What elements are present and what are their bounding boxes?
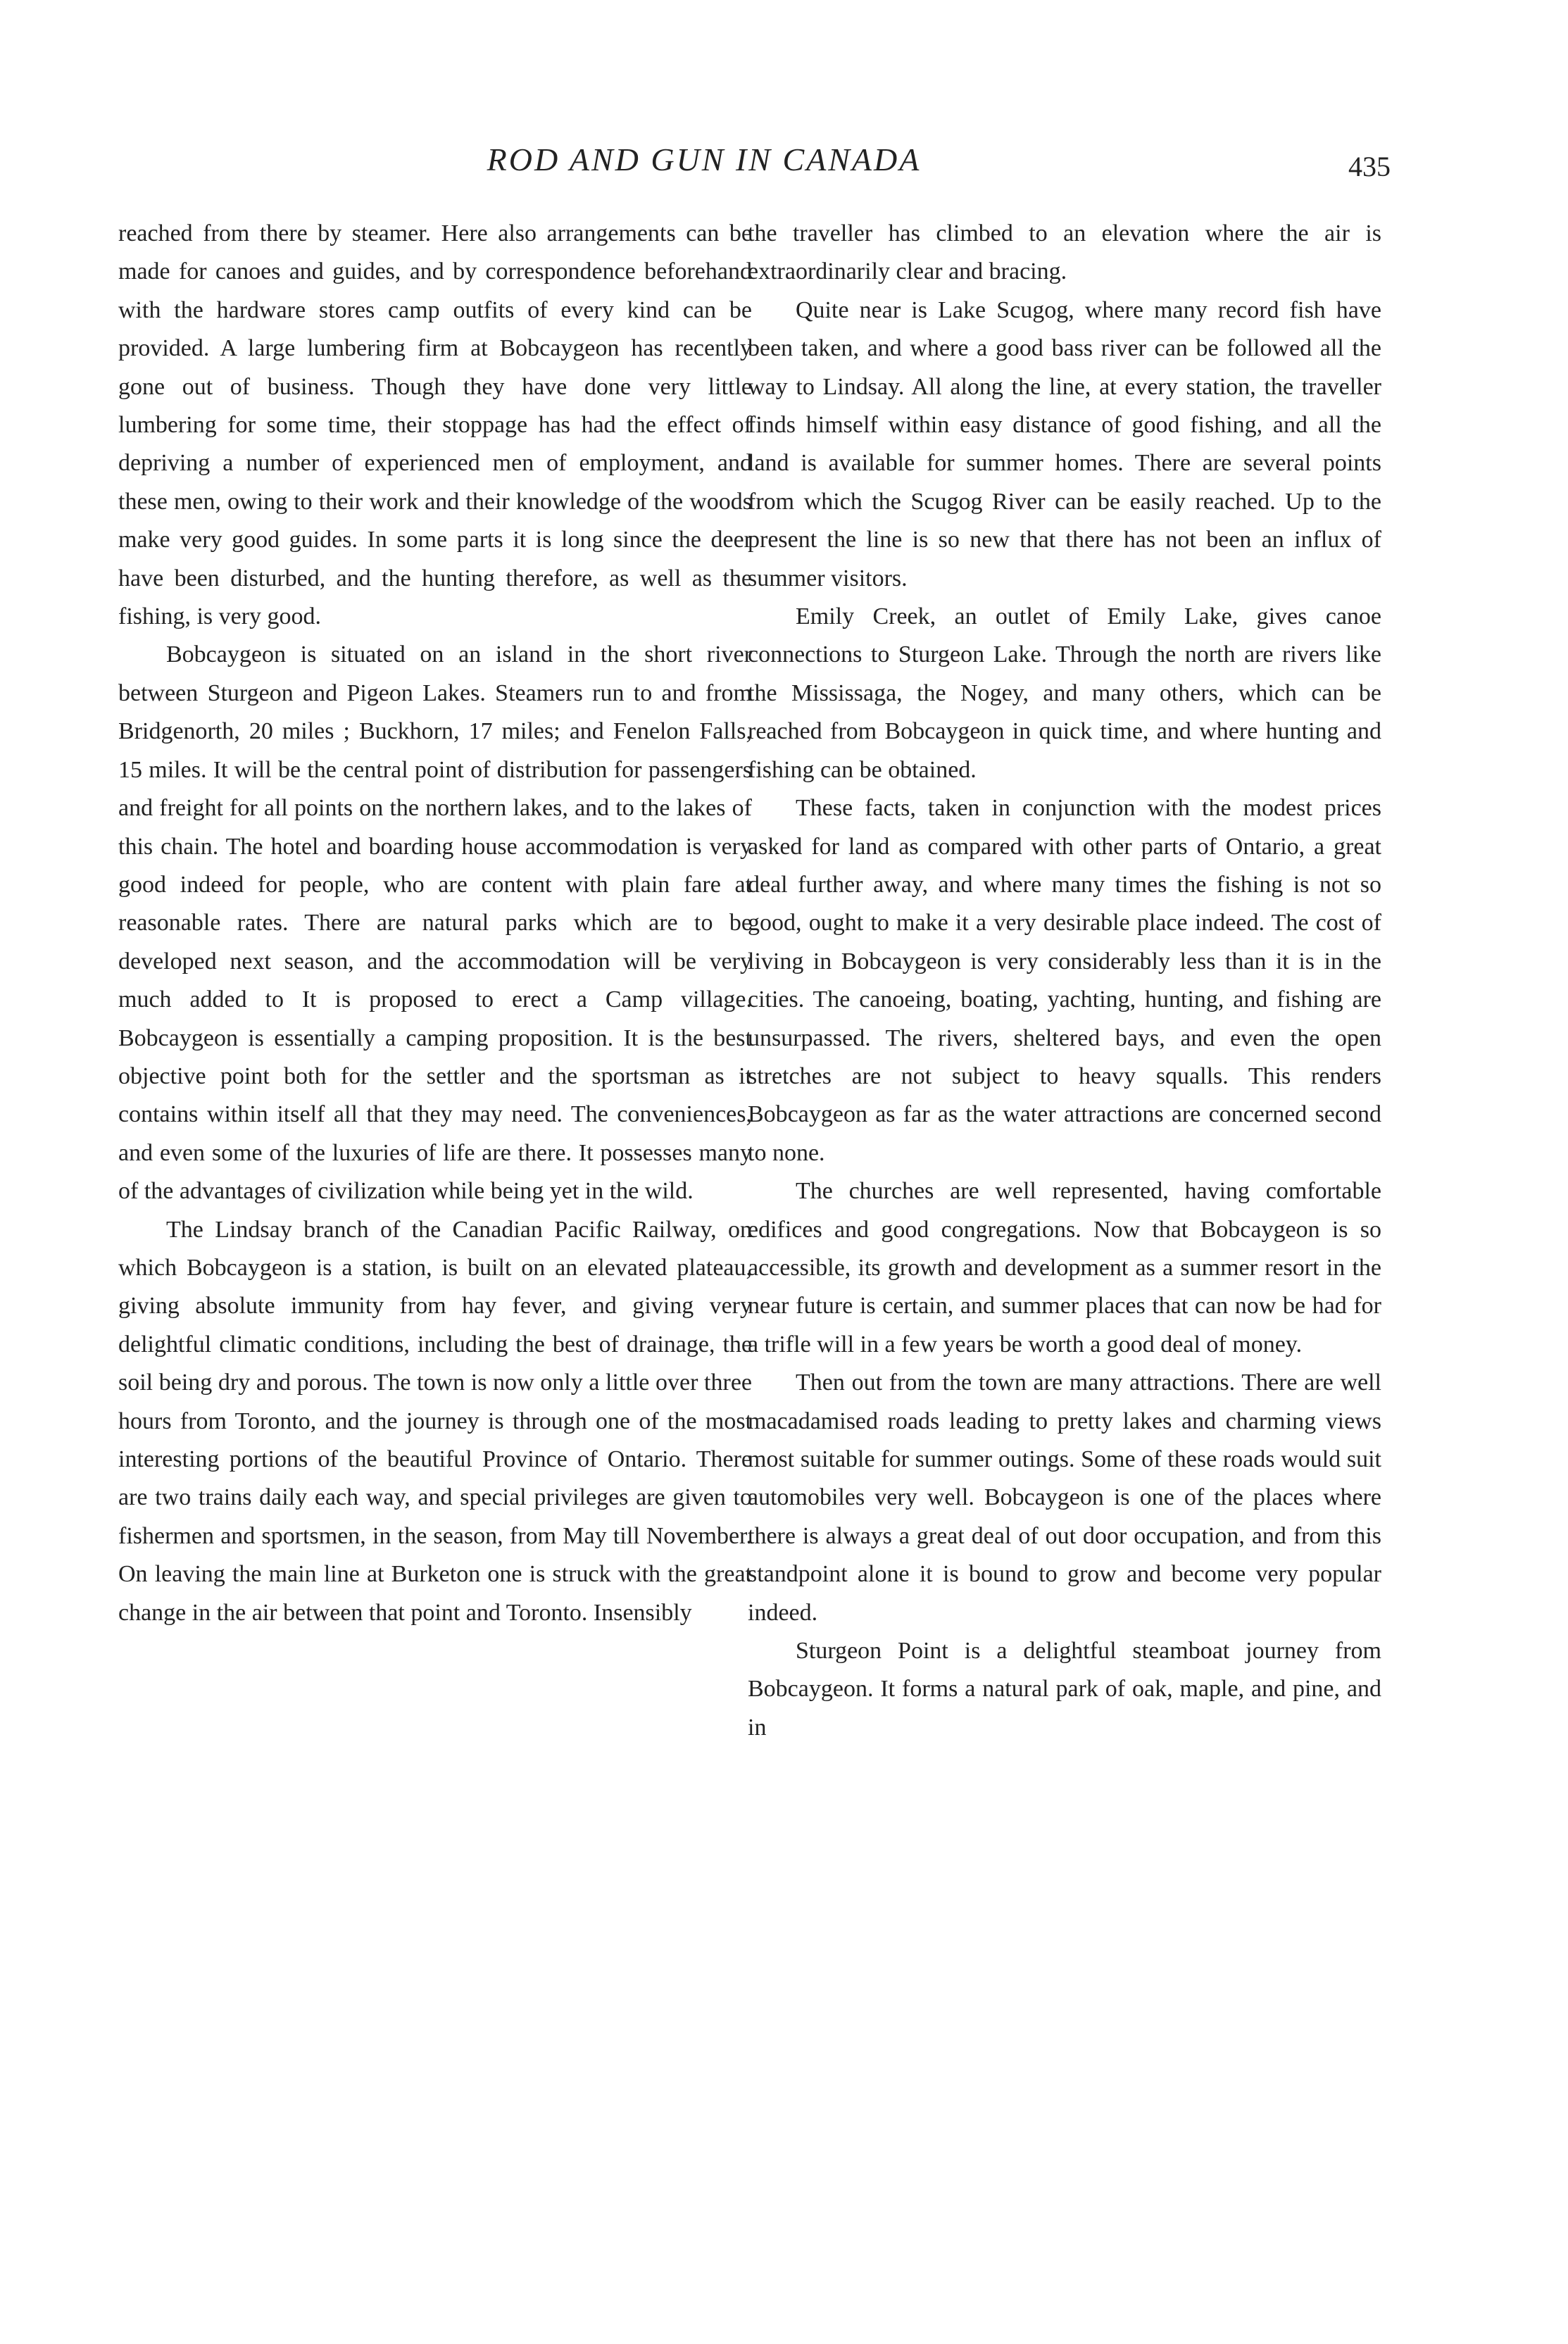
paragraph: Emily Creek, an outlet of Emily Lake, gives canoe connections to Sturgeon Lake. Through the north are rivers like the Mississaga, the Nogey, and many others, which can be reached from Bobcaygeon in quick time, and where hunting and fishing can be obtained. xyxy=(748,603,1381,783)
paragraph: These facts, taken in conjunction with the modest prices asked for land as compared with other parts of Ontario, a great deal further away, and where many times the fishing is not so good, ought to make it a very desirable place indeed. The cost of living in Bobcaygeon is very considerably less than it is in the cities. The canoeing, boating, yachting, hunting, and fishing are unsurpassed. The rivers, sheltered bays, and even the open stretches are not subject to heavy squalls. This renders Bobcaygeon as far as the water attractions are concerned second to none. xyxy=(748,795,1381,1166)
paragraph: Then out from the town are many attractions. There are well macadamised roads leading to pretty lakes and charming views most suitable for summer outings. Some of these roads would suit automobiles very well. Bobcaygeon is one of the places where there is always a great deal of out door occupation, and from this standpoint alone it is bound to grow and become very popular indeed. xyxy=(748,1370,1381,1626)
paragraph: Bobcaygeon is situated on an island in the short river between Sturgeon and Pigeon Lakes. Steamers run to and from Bridgenorth, 20 miles ; Buckhorn, 17 miles; and Fenelon Falls, 15 miles. It will be the central point of distribution for passengers and freight for all points on the northern lakes, and to the lakes of this chain. The hotel and boarding house accommodation is very good indeed for people, who are content with plain fare at reasonable rates. There are natural parks which are to be developed next season, and the accommodation will be very much added to It is proposed to erect a Camp village. Bobcaygeon is essentially a camping proposition. It is the best objective point both for the settler and the sportsman as it contains within itself all that they may need. The conveniences, and even some of the luxuries of life are there. It possesses many of the advantages of civilization while being yet in the wild. xyxy=(118,641,752,1205)
right-column xyxy=(748,215,1381,1747)
page-number: 435 xyxy=(1348,151,1391,182)
paragraph: the traveller has climbed to an elevation where the air is extraordinarily clear and bracing. xyxy=(748,220,1381,285)
paragraph: Quite near is Lake Scugog, where many record fish have been taken, and where a good bass river can be followed all the way to Lindsay. All along the line, at every station, the traveller finds himself within easy distance of good fishing, and all the land is available for summer homes. There are several points from which the Scugog River can be easily reached. Up to the present the line is so new that there has not been an influx of summer visitors. xyxy=(748,296,1381,591)
paragraph: Sturgeon Point is a delightful steamboat journey from Bobcaygeon. It forms a natural park of oak, maple, and pine, and in xyxy=(748,1638,1381,1741)
left-column xyxy=(118,215,752,1632)
paragraph: The Lindsay branch of the Canadian Pacific Railway, on which Bobcaygeon is a station, is built on an elevated plateau, giving absolute immunity from hay fever, and giving very delightful climatic conditions, including the best of drainage, the soil being dry and porous. The town is now only a little over three hours from Toronto, and the journey is through one of the most interesting portions of the beautiful Province of Ontario. There are two trains daily each way, and special privileges are given to fishermen and sportsmen, in the season, from May till November. On leaving the main line at Burketon one is struck with the great change in the air between that point and Toronto. Insensibly xyxy=(118,1216,752,1626)
running-header: ROD AND GUN IN CANADA xyxy=(487,142,922,177)
paragraph: reached from there by steamer. Here also arrangements can be made for canoes and guides, and by correspondence beforehand with the hardware stores camp outfits of every kind can be provided. A large lumbering firm at Bobcaygeon has recently gone out of business. Though they have done very little lumbering for some time, their stoppage has had the effect of depriving a number of experienced men of employment, and these men, owing to their work and their knowledge of the woods make very good guides. In some parts it is long since the deer have been disturbed, and the hunting therefore, as well as the fishing, is very good. xyxy=(118,220,752,630)
paragraph: The churches are well represented, having comfortable edifices and good congregations. Now that Bobcaygeon is so accessible, its growth and development as a summer resort in the near future is certain, and summer places that can now be had for a trifle will in a few years be worth a good deal of money. xyxy=(748,1178,1381,1358)
